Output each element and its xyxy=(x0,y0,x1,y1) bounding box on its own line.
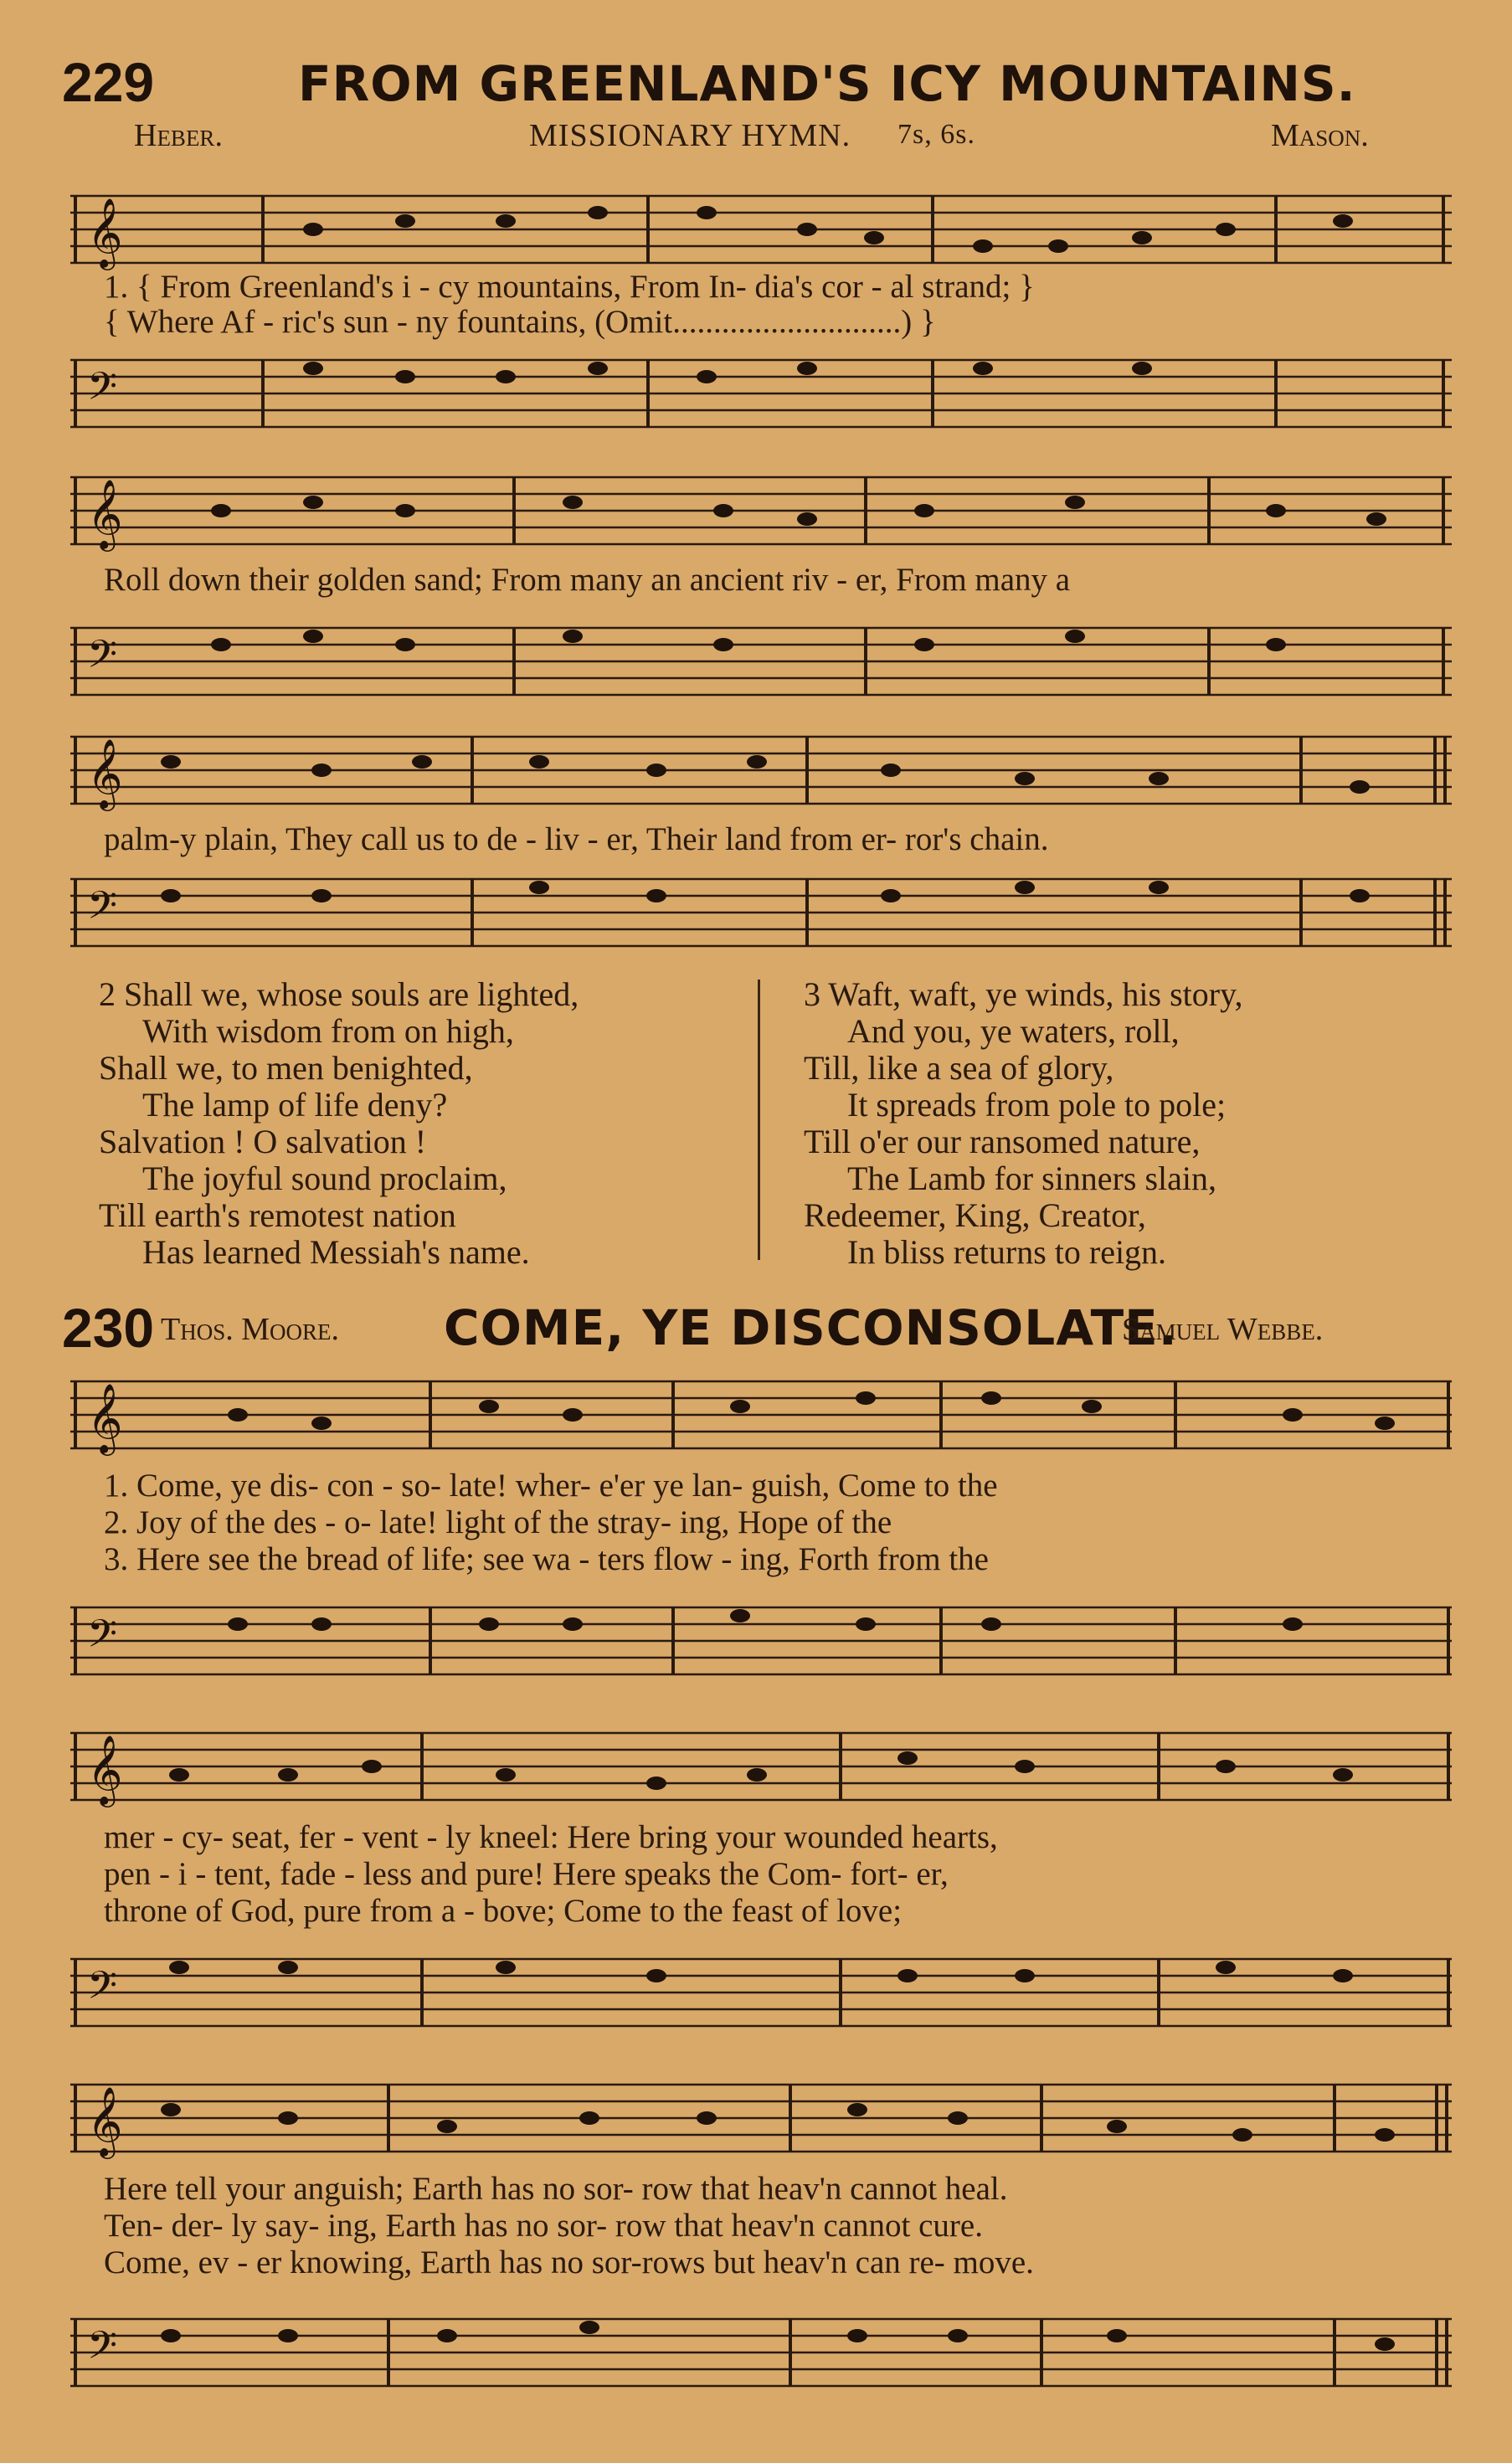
treble-staff xyxy=(70,188,1452,267)
stanza-line: Till earth's remotest nation xyxy=(99,1196,456,1234)
treble-staff xyxy=(70,1373,1452,1453)
staff-lines xyxy=(70,2311,1452,2394)
lyric-line: 2. Joy of the des - o- late! light of the stray- ing, Hope of the xyxy=(104,1504,892,1540)
lyric-line: pen - i - tent, fade - less and pure! Here speaks the Com- fort- er, xyxy=(104,1856,949,1892)
hymn-author: Heber. xyxy=(134,118,223,153)
staff-lines xyxy=(70,1599,1452,1683)
svg-text:𝄢: 𝄢 xyxy=(87,632,118,686)
lyric-line: palm-y plain, They call us to de - liv - er, Their land from er- ror's chain. xyxy=(104,821,1049,857)
svg-text:𝄢: 𝄢 xyxy=(87,1963,118,2018)
svg-text:𝄞: 𝄞 xyxy=(87,738,123,808)
column-divider xyxy=(758,980,760,1260)
staff-lines xyxy=(70,188,1452,271)
svg-text:𝄞: 𝄞 xyxy=(87,197,123,267)
tune-name: MISSIONARY HYMN. xyxy=(529,118,851,153)
bass-staff xyxy=(70,871,1452,946)
svg-text:𝄢: 𝄢 xyxy=(87,1612,118,1666)
staff-lines xyxy=(70,469,1452,553)
stanza-line: Shall we, to men benighted, xyxy=(99,1049,473,1087)
lyric-line: 1. Come, ye dis- con - so- late! wher- e'er ye lan- guish, Come to the xyxy=(104,1468,998,1504)
treble-staff xyxy=(70,469,1452,548)
bass-staff xyxy=(70,620,1452,695)
treble-staff xyxy=(70,2076,1452,2156)
music-system xyxy=(70,176,1452,444)
hymn-meter: 7s, 6s. xyxy=(897,119,975,150)
stanza-line: 2 Shall we, whose souls are lighted, xyxy=(99,975,579,1013)
hymn-composer: Mason. xyxy=(1271,118,1369,153)
stanza-line: Till, like a sea of glory, xyxy=(804,1049,1114,1087)
stanza-line: Redeemer, King, Creator, xyxy=(804,1196,1146,1234)
svg-text:𝄞: 𝄞 xyxy=(87,2085,123,2156)
bass-staff xyxy=(70,2311,1452,2386)
lyric-line: { Where Af - ric's sun - ny fountains, (Omit............................) } xyxy=(104,304,936,340)
bass-staff xyxy=(70,1951,1452,2026)
staff-lines xyxy=(70,1951,1452,2034)
lyric-line: throne of God, pure from a - bove; Come to the feast of love; xyxy=(104,1893,903,1929)
staff-lines xyxy=(70,1373,1452,1457)
stanza-line: Salvation ! O salvation ! xyxy=(99,1123,427,1160)
music-system xyxy=(70,2076,1452,2411)
svg-text:𝄢: 𝄢 xyxy=(87,883,118,938)
music-system xyxy=(70,728,1452,963)
stanza-line: It spreads from pole to pole; xyxy=(847,1086,1227,1124)
stanza-line: The joyful sound proclaim, xyxy=(142,1160,507,1197)
stanza-line: With wisdom from on high, xyxy=(142,1012,514,1050)
stanza-line: Till o'er our ransomed nature, xyxy=(804,1123,1201,1160)
stanza-2 xyxy=(99,976,579,1271)
svg-text:𝄞: 𝄞 xyxy=(87,478,123,548)
hymn-author: Thos. Moore. xyxy=(161,1312,340,1347)
bass-staff xyxy=(70,1599,1452,1674)
staff-lines xyxy=(70,352,1452,435)
hymn-number: 230 xyxy=(62,1297,155,1359)
music-system xyxy=(70,1725,1452,2043)
stanza-line: The lamp of life deny? xyxy=(142,1086,448,1124)
staff-lines xyxy=(70,2076,1452,2160)
svg-text:𝄞: 𝄞 xyxy=(87,1382,123,1453)
lyric-line: Roll down their golden sand; From many an ancient riv - er, From many a xyxy=(104,562,1071,598)
lyric-line: Here tell your anguish; Earth has no sor- row that heav'n cannot heal. xyxy=(104,2171,1008,2207)
stanza-line: The Lamb for sinners slain, xyxy=(847,1160,1216,1197)
staff-lines xyxy=(70,871,1452,954)
hymn-title: COME, YE DISCONSOLATE. xyxy=(444,1299,1178,1356)
stanza-line: And you, ye waters, roll, xyxy=(847,1012,1180,1050)
svg-text:𝄞: 𝄞 xyxy=(87,1734,123,1804)
music-system xyxy=(70,469,1452,712)
stanza-3 xyxy=(804,976,1243,1271)
treble-staff xyxy=(70,1725,1452,1804)
svg-text:𝄢: 𝄢 xyxy=(87,2323,118,2378)
stanza-line: Has learned Messiah's name. xyxy=(142,1233,530,1271)
lyric-line: 1. { From Greenland's i - cy mountains, From In- dia's cor - al strand; } xyxy=(104,269,1035,305)
lyric-line: 3. Here see the bread of life; see wa - ters flow - ing, Forth from the xyxy=(104,1541,989,1577)
hymn-number: 229 xyxy=(62,51,155,113)
stanza-line: 3 Waft, waft, ye winds, his story, xyxy=(804,975,1243,1013)
staff-lines xyxy=(70,728,1452,812)
bass-staff xyxy=(70,352,1452,427)
staff-lines xyxy=(70,1725,1452,1808)
lyric-line: Come, ev - er knowing, Earth has no sor-rows but heav'n can re- move. xyxy=(104,2244,1034,2280)
hymn-composer: Samuel Webbe. xyxy=(1122,1312,1324,1347)
treble-staff xyxy=(70,728,1452,808)
stanza-line: In bliss returns to reign. xyxy=(847,1233,1167,1271)
hymn-title: FROM GREENLAND'S ICY MOUNTAINS. xyxy=(298,55,1356,112)
staff-lines xyxy=(70,620,1452,703)
svg-text:𝄢: 𝄢 xyxy=(87,364,118,419)
music-system xyxy=(70,1373,1452,1691)
lyric-line: mer - cy- seat, fer - vent - ly kneel: Here bring your wounded hearts, xyxy=(104,1819,998,1855)
lyric-line: Ten- der- ly say- ing, Earth has no sor- row that heav'n cannot cure. xyxy=(104,2208,983,2244)
